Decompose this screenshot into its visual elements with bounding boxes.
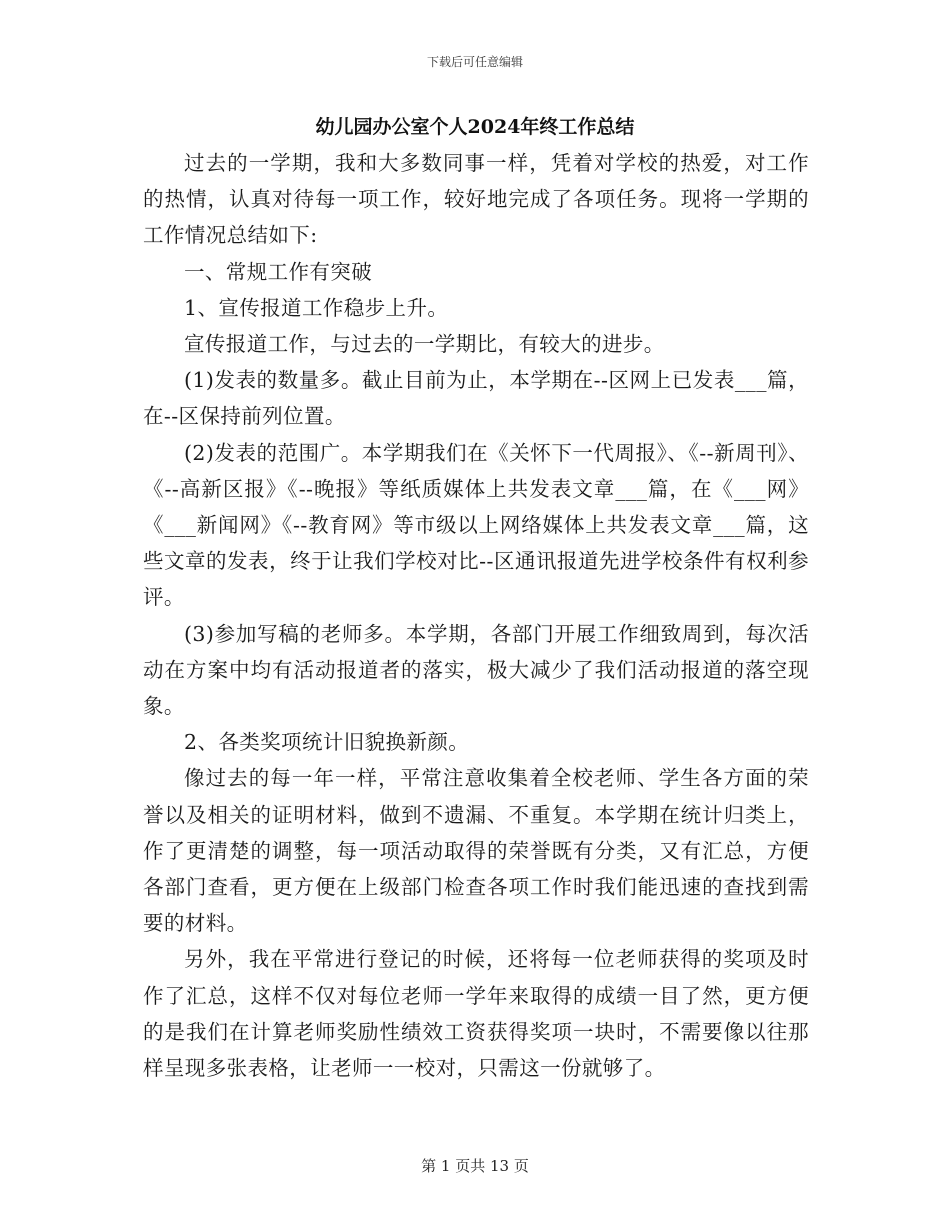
subsection-heading: 2、各类奖项统计旧貌换新颜。 [184,730,470,755]
document-title: 幼儿园办公室个人2024年终工作总结 [315,116,635,138]
paragraph: (1)发表的数量多。截止目前为止，本学期在--区网上已发表___篇，在--区保持前列位置。 [143,368,809,429]
paragraph: 宣传报道工作，与过去的一学期比，有较大的进步。 [184,332,665,357]
page-footer: 第 1 页共 13 页 [421,1157,529,1175]
section-heading: 一、常规工作有突破 [184,259,373,284]
subsection-heading: 1、宣传报道工作稳步上升。 [184,295,449,320]
paragraph: 像过去的每一年一样，平常注意收集着全校老师、学生各方面的荣誉以及相关的证明材料，做到不遗漏、不重复。本学期在统计归类上，作了更清楚的调整，每一项活动取得的荣誉既有分类，又有汇总，方便各部门查看，更方便在上级部门检查各项工作时我们能迅速的查找到需要的材料。 [143,766,809,936]
paragraph: (2)发表的范围广。本学期我们在《关怀下一代周报》、《--新周刊》、《--高新区报》《--晚报》等纸质媒体上共发表文章___篇，在《___网》《___新闻网》《--教育网》等市级以上网络媒体上共发表文章___篇，这些文章的发表，终于让我们学校对比--区通讯报道先进学校条件有权利参评。 [143,440,809,610]
paragraph: (3)参加写稿的老师多。本学期，各部门开展工作细致周到，每次活动在方案中均有活动报道者的落实，极大减少了我们活动报道的落空现象。 [143,621,809,719]
paragraph: 过去的一学期，我和大多数同事一样，凭着对学校的热爱，对工作的热情，认真对待每一项工作，较好地完成了各项任务。现将一学期的工作情况总结如下: [143,151,809,248]
document-body [143,145,809,1086]
header-note: 下载后可任意编辑 [426,55,523,69]
paragraph: 另外，我在平常进行登记的时候，还将每一位老师获得的奖项及时作了汇总，这样不仅对每位老师一学年来取得的成绩一目了然，更方便的是我们在计算老师奖励性绩效工资获得奖项一块时，不需要像以往那样呈现多张表格，让老师一一校对，只需这一份就够了。 [143,947,809,1081]
